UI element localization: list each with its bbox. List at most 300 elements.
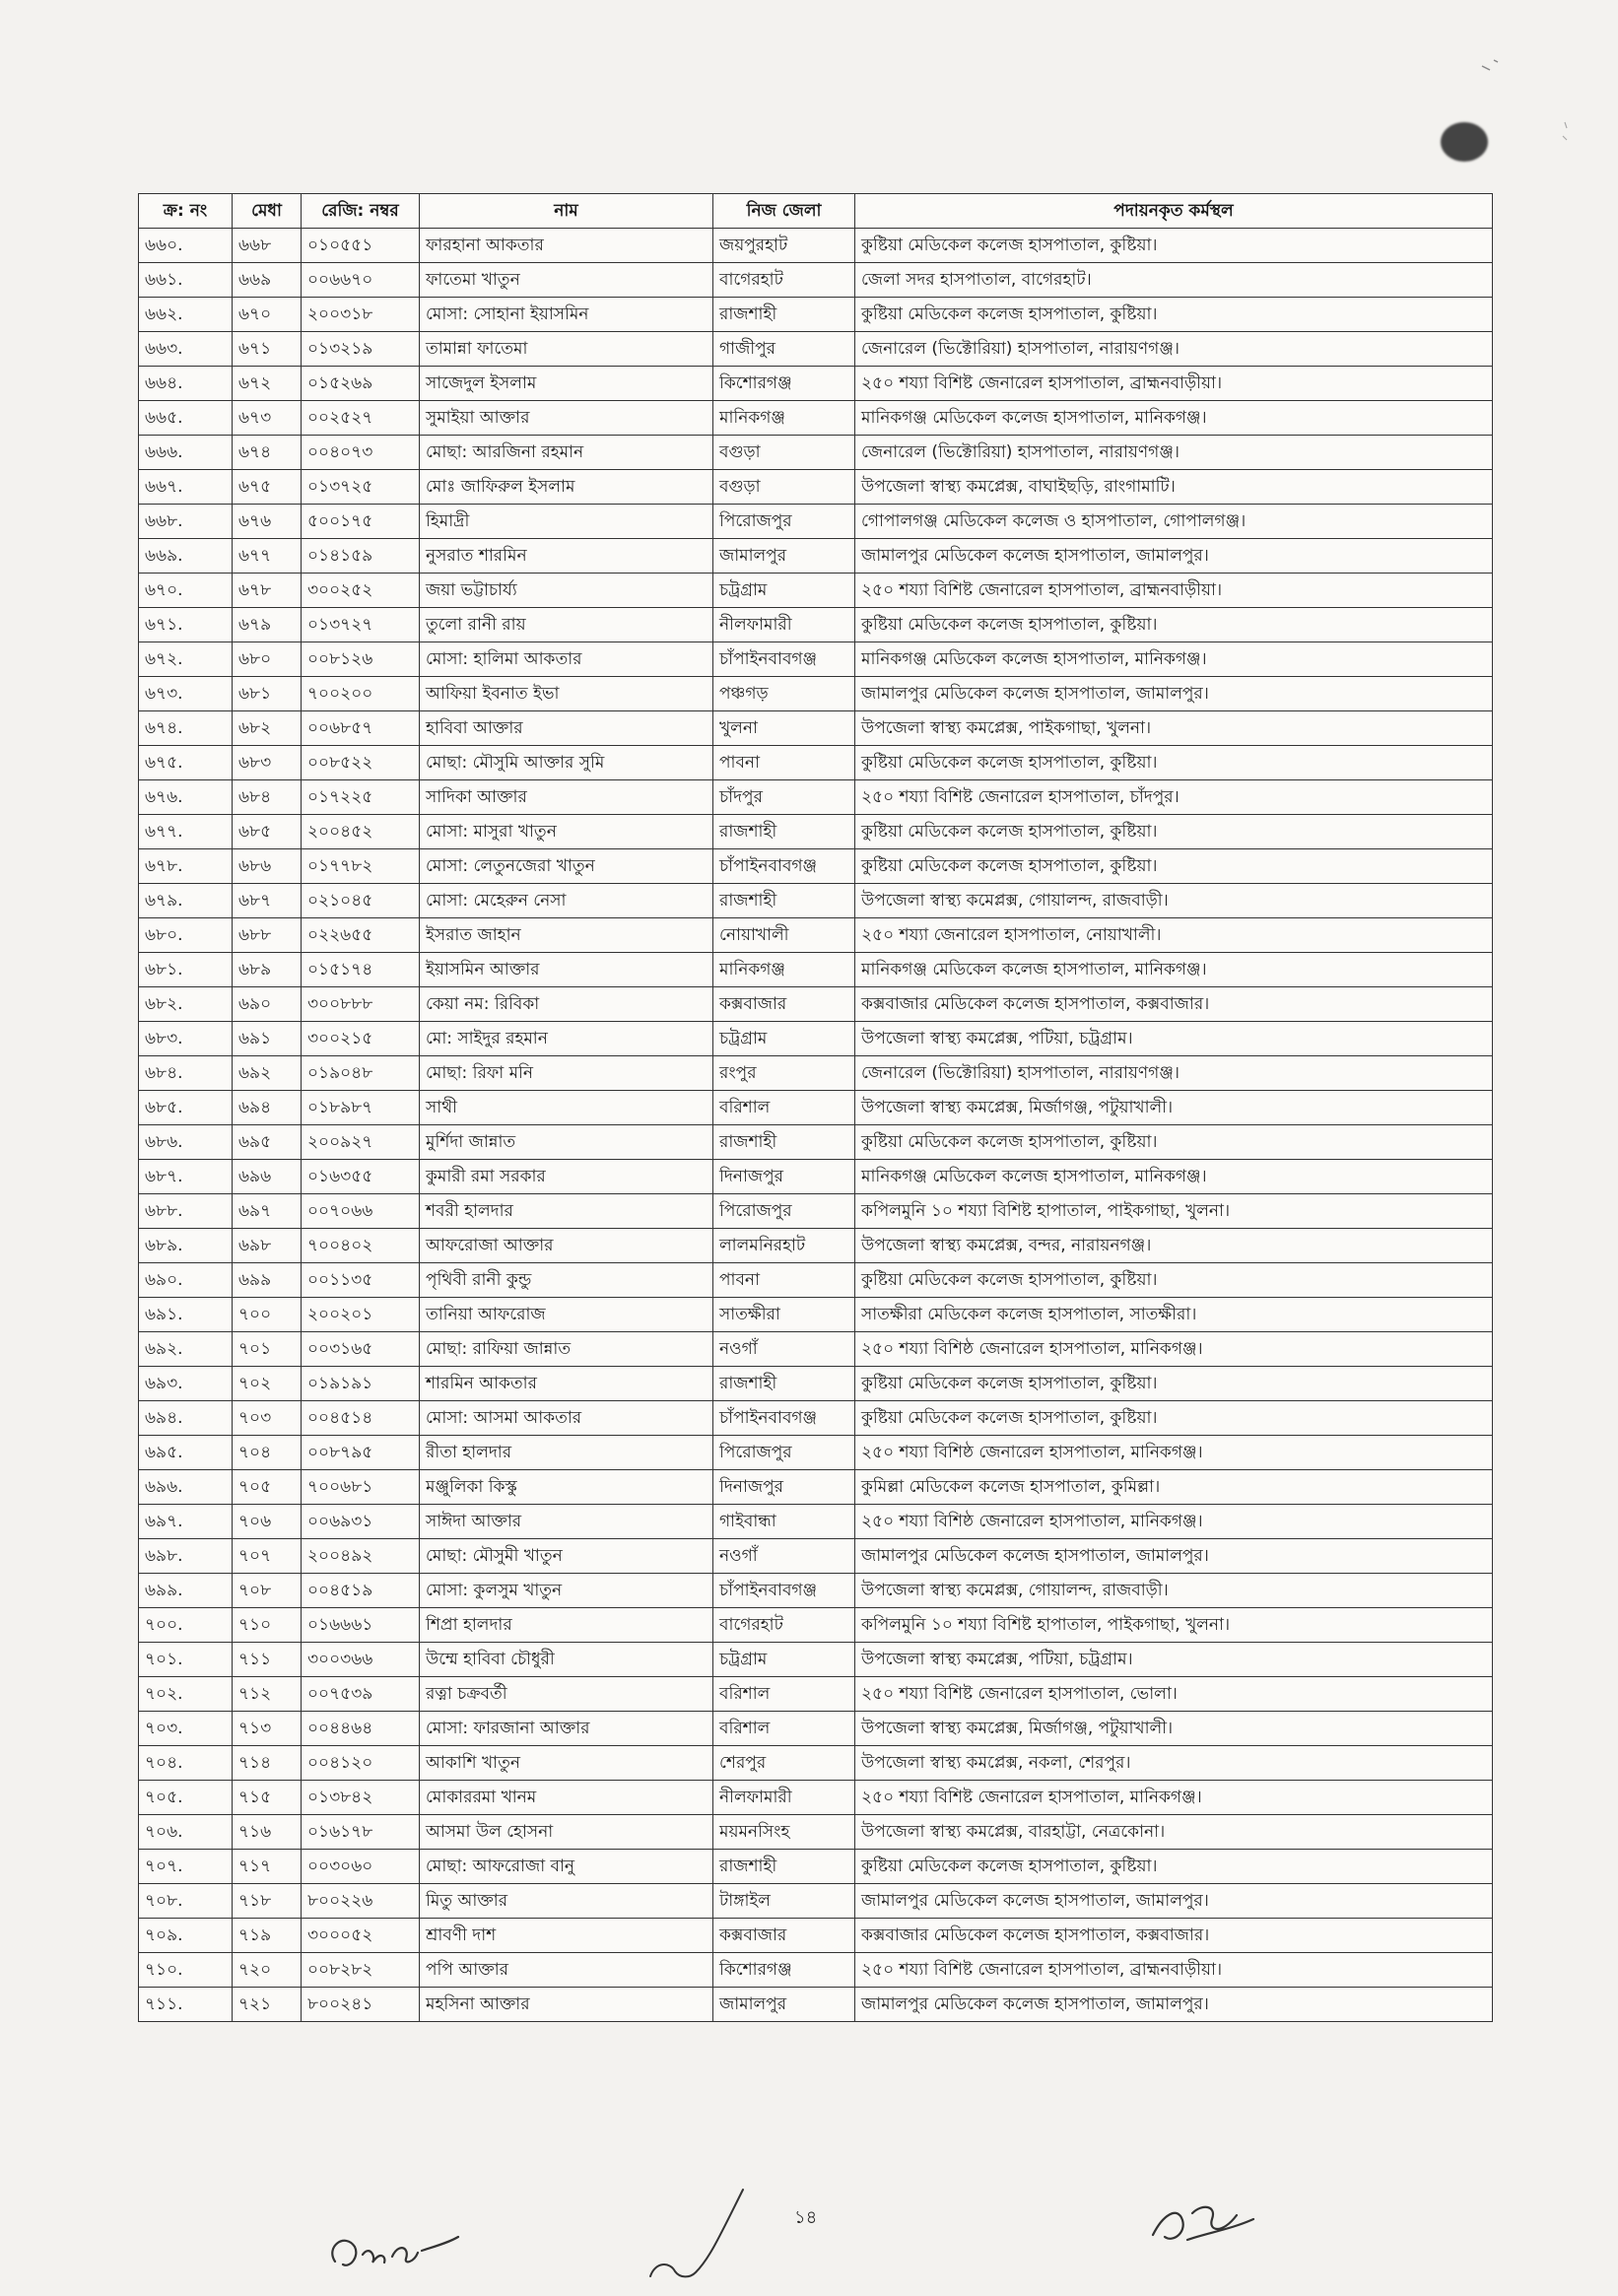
table-row: [139, 815, 1493, 849]
cell-merit: ৭১৩: [233, 1712, 302, 1746]
cell-posting-place: মানিকগঞ্জ মেডিকেল কলেজ হাসপাতাল, মানিকগঞ্জ।: [855, 401, 1493, 436]
table-row: [139, 1953, 1493, 1988]
cell-posting-place: মানিকগঞ্জ মেডিকেল কলেজ হাসপাতাল, মানিকগঞ্জ।: [855, 1160, 1493, 1194]
cell-serial: ৬৭৬.: [139, 780, 233, 815]
cell-posting-place: কুষ্টিয়া মেডিকেল কলেজ হাসপাতাল, কুষ্টিয়া।: [855, 229, 1493, 263]
cell-home-district: মানিকগঞ্জ: [713, 953, 855, 987]
cell-posting-place: কুষ্টিয়া মেডিকেল কলেজ হাসপাতাল, কুষ্টিয়া।: [855, 1125, 1493, 1160]
cell-reg-number: ০১৩৭২৫: [302, 470, 420, 505]
cell-reg-number: ০১৫১৭৪: [302, 953, 420, 987]
cell-serial: ৬৬৫.: [139, 401, 233, 436]
cell-posting-place: জেনারেল (ভিক্টোরিয়া) হাসপাতাল, নারায়ণগঞ্জ।: [855, 436, 1493, 470]
cell-home-district: দিনাজপুর: [713, 1470, 855, 1505]
cell-home-district: চাঁপাইনবাবগঞ্জ: [713, 849, 855, 884]
cell-reg-number: ০০৮৫২২: [302, 746, 420, 780]
cell-reg-number: ০২২৬৫৫: [302, 918, 420, 953]
cell-posting-place: উপজেলা স্বাস্থ্য কমপ্লেক্স, বারহাট্টা, নেত্রকোনা।: [855, 1815, 1493, 1850]
cell-home-district: চাঁদপুর: [713, 780, 855, 815]
table-row: [139, 1677, 1493, 1712]
cell-serial: ৬৮৭.: [139, 1160, 233, 1194]
cell-merit: ৬৮৮: [233, 918, 302, 953]
cell-reg-number: ২০০৪৫২: [302, 815, 420, 849]
cell-posting-place: উপজেলা স্বাস্থ্য কমপ্লেক্স, মির্জাগঞ্জ, পটুয়াখালী।: [855, 1091, 1493, 1125]
cell-merit: ৭১০: [233, 1608, 302, 1643]
cell-merit: ৭১৭: [233, 1850, 302, 1884]
cell-name: মো: সাইদুর রহমান: [420, 1022, 713, 1056]
cell-name: ইসরাত জাহান: [420, 918, 713, 953]
cell-name: মোসা: আসমা আকতার: [420, 1401, 713, 1436]
cell-name: উম্মে হাবিবা চৌধুরী: [420, 1643, 713, 1677]
cell-posting-place: মানিকগঞ্জ মেডিকেল কলেজ হাসপাতাল, মানিকগঞ্জ।: [855, 642, 1493, 677]
cell-reg-number: ২০০৪৯২: [302, 1539, 420, 1574]
cell-serial: ৬৭৮.: [139, 849, 233, 884]
cell-home-district: রাজশাহী: [713, 1367, 855, 1401]
cell-reg-number: ৭০০৪০২: [302, 1229, 420, 1263]
cell-name: রীতা হালদার: [420, 1436, 713, 1470]
header-serial: ক্র: নং: [139, 194, 233, 229]
cell-name: মোছা: মৌসুমী খাতুন: [420, 1539, 713, 1574]
cell-merit: ৬৮১: [233, 677, 302, 711]
cell-serial: ৬৯৫.: [139, 1436, 233, 1470]
cell-posting-place: মানিকগঞ্জ মেডিকেল কলেজ হাসপাতাল, মানিকগঞ্জ।: [855, 953, 1493, 987]
cell-posting-place: ২৫০ শয্যা বিশিষ্ঠ জেনারেল হাসপাতাল, মানিকগঞ্জ।: [855, 1332, 1493, 1367]
cell-name: মোছা: আফরোজা বানু: [420, 1850, 713, 1884]
table-row: [139, 332, 1493, 367]
cell-name: তানিয়া আফরোজ: [420, 1298, 713, 1332]
cell-home-district: গাজীপুর: [713, 332, 855, 367]
cell-home-district: জামালপুর: [713, 539, 855, 574]
cell-reg-number: ০০৪১২০: [302, 1746, 420, 1781]
cell-serial: ৬৭০.: [139, 574, 233, 608]
table-row: [139, 1229, 1493, 1263]
cell-serial: ৬৬৯.: [139, 539, 233, 574]
scan-artifact-mark-2: [1557, 118, 1577, 148]
cell-reg-number: ৩০০৮৮৮: [302, 987, 420, 1022]
cell-name: ফারহানা আকতার: [420, 229, 713, 263]
cell-merit: ৭১৯: [233, 1919, 302, 1953]
cell-name: মিতু আক্তার: [420, 1884, 713, 1919]
cell-posting-place: জামালপুর মেডিকেল কলেজ হাসপাতাল, জামালপুর।: [855, 1539, 1493, 1574]
cell-reg-number: ২০০৩১৮: [302, 298, 420, 332]
table-row: [139, 1746, 1493, 1781]
header-reg: রেজি: নম্বর: [302, 194, 420, 229]
table-row: [139, 505, 1493, 539]
table-row: [139, 436, 1493, 470]
cell-home-district: গাইবান্ধা: [713, 1505, 855, 1539]
cell-home-district: বগুড়া: [713, 470, 855, 505]
cell-reg-number: ০০৬৯৩১: [302, 1505, 420, 1539]
cell-name: আসমা উল হোসনা: [420, 1815, 713, 1850]
table-row: [139, 1884, 1493, 1919]
cell-name: মোছা: রিফা মনি: [420, 1056, 713, 1091]
table-row: [139, 918, 1493, 953]
cell-name: পপি আক্তার: [420, 1953, 713, 1988]
cell-name: মোসা: মেহেরুন নেসা: [420, 884, 713, 918]
cell-merit: ৬৬৮: [233, 229, 302, 263]
cell-posting-place: কুষ্টিয়া মেডিকেল কলেজ হাসপাতাল, কুষ্টিয়া।: [855, 1263, 1493, 1298]
cell-home-district: রাজশাহী: [713, 1850, 855, 1884]
cell-serial: ৬৬০.: [139, 229, 233, 263]
table-row: [139, 1643, 1493, 1677]
cell-merit: ৬৯৮: [233, 1229, 302, 1263]
cell-name: সাথী: [420, 1091, 713, 1125]
cell-serial: ৬৭৫.: [139, 746, 233, 780]
table-row: [139, 1470, 1493, 1505]
cell-home-district: শেরপুর: [713, 1746, 855, 1781]
cell-serial: ৬৭২.: [139, 642, 233, 677]
cell-posting-place: কক্সবাজার মেডিকেল কলেজ হাসপাতাল, কক্সবাজার।: [855, 987, 1493, 1022]
cell-name: ফাতেমা খাতুন: [420, 263, 713, 298]
cell-reg-number: ০১৬১৭৮: [302, 1815, 420, 1850]
cell-name: ইয়াসমিন আক্তার: [420, 953, 713, 987]
cell-merit: ৬৯৭: [233, 1194, 302, 1229]
cell-reg-number: ০১৭২২৫: [302, 780, 420, 815]
cell-posting-place: উপজেলা স্বাস্থ্য কমপ্লেক্স, বন্দর, নারায়নগঞ্জ।: [855, 1229, 1493, 1263]
cell-merit: ৬৯২: [233, 1056, 302, 1091]
cell-reg-number: ০০৩১৬৫: [302, 1332, 420, 1367]
table-row: [139, 1298, 1493, 1332]
cell-merit: ৭০৫: [233, 1470, 302, 1505]
cell-posting-place: কুষ্টিয়া মেডিকেল কলেজ হাসপাতাল, কুষ্টিয়া।: [855, 608, 1493, 642]
table-row: [139, 1815, 1493, 1850]
cell-name: রত্না চক্রবর্তী: [420, 1677, 713, 1712]
cell-name: সাঈদা আক্তার: [420, 1505, 713, 1539]
cell-serial: ৬৭৯.: [139, 884, 233, 918]
cell-home-district: পাবনা: [713, 1263, 855, 1298]
cell-merit: ৬৭২: [233, 367, 302, 401]
cell-serial: ৬৬৪.: [139, 367, 233, 401]
table-row: [139, 1436, 1493, 1470]
cell-serial: ৬৭৪.: [139, 711, 233, 746]
cell-name: তুলো রানী রায়: [420, 608, 713, 642]
cell-serial: ৬৬৭.: [139, 470, 233, 505]
table-row: [139, 746, 1493, 780]
cell-name: মোসা: হালিমা আকতার: [420, 642, 713, 677]
cell-merit: ৬৭১: [233, 332, 302, 367]
table-row: [139, 711, 1493, 746]
cell-home-district: মানিকগঞ্জ: [713, 401, 855, 436]
cell-name: মোসা: ফারজানা আক্তার: [420, 1712, 713, 1746]
table-row: [139, 1022, 1493, 1056]
cell-serial: ৬৯৭.: [139, 1505, 233, 1539]
posting-table: [138, 193, 1493, 2022]
cell-posting-place: ২৫০ শয্যা বিশিষ্ঠ জেনারেল হাসপাতাল, মানিকগঞ্জ।: [855, 1436, 1493, 1470]
cell-name: মোকাররমা খানম: [420, 1781, 713, 1815]
table-row: [139, 677, 1493, 711]
cell-home-district: সাতক্ষীরা: [713, 1298, 855, 1332]
cell-name: সুমাইয়া আক্তার: [420, 401, 713, 436]
scan-artifact-dot: [1441, 122, 1488, 162]
cell-serial: ৬৬২.: [139, 298, 233, 332]
table-body: [139, 229, 1493, 2022]
cell-home-district: নীলফামারী: [713, 608, 855, 642]
cell-merit: ৭০৮: [233, 1574, 302, 1608]
table-row: [139, 298, 1493, 332]
table-row: [139, 1574, 1493, 1608]
cell-name: মোছা: মৌসুমি আক্তার সুমি: [420, 746, 713, 780]
cell-home-district: রাজশাহী: [713, 298, 855, 332]
cell-home-district: চট্রগ্রাম: [713, 1022, 855, 1056]
cell-home-district: ময়মনসিংহ: [713, 1815, 855, 1850]
table-row: [139, 1850, 1493, 1884]
cell-posting-place: জেনারেল (ভিক্টোরিয়া) হাসপাতাল, নারায়ণগঞ্জ।: [855, 1056, 1493, 1091]
cell-name: নুসরাত শারমিন: [420, 539, 713, 574]
cell-merit: ৬৭৯: [233, 608, 302, 642]
cell-merit: ৬৮৬: [233, 849, 302, 884]
cell-serial: ৬৮২.: [139, 987, 233, 1022]
cell-merit: ৬৭০: [233, 298, 302, 332]
cell-home-district: কিশোরগঞ্জ: [713, 367, 855, 401]
cell-serial: ৬৯৬.: [139, 1470, 233, 1505]
cell-serial: ৬৮৬.: [139, 1125, 233, 1160]
cell-reg-number: ৮০০২২৬: [302, 1884, 420, 1919]
table-row: [139, 953, 1493, 987]
cell-merit: ৬৮২: [233, 711, 302, 746]
cell-serial: ৬৬১.: [139, 263, 233, 298]
cell-reg-number: ০০৪৪৬৪: [302, 1712, 420, 1746]
cell-home-district: পিরোজপুর: [713, 505, 855, 539]
table-row: [139, 1781, 1493, 1815]
table-row: [139, 780, 1493, 815]
cell-merit: ৭১৪: [233, 1746, 302, 1781]
table-row: [139, 1194, 1493, 1229]
cell-home-district: পাবনা: [713, 746, 855, 780]
cell-posting-place: জামালপুর মেডিকেল কলেজ হাসপাতাল, জামালপুর।: [855, 1988, 1493, 2022]
cell-posting-place: কক্সবাজার মেডিকেল কলেজ হাসপাতাল, কক্সবাজার।: [855, 1919, 1493, 1953]
cell-home-district: কক্সবাজার: [713, 1919, 855, 1953]
cell-reg-number: ০০৮১২৬: [302, 642, 420, 677]
cell-merit: ৬৯১: [233, 1022, 302, 1056]
cell-posting-place: কপিলমুনি ১০ শয্যা বিশিষ্ট হাপাতাল, পাইকগাছা, খুলনা।: [855, 1608, 1493, 1643]
cell-merit: ৬৮৩: [233, 746, 302, 780]
table-row: [139, 1160, 1493, 1194]
cell-reg-number: ০০৮৭৯৫: [302, 1436, 420, 1470]
cell-reg-number: ০১০৫৫১: [302, 229, 420, 263]
cell-home-district: রাজশাহী: [713, 1125, 855, 1160]
table-row: [139, 1332, 1493, 1367]
cell-home-district: নওগাঁ: [713, 1539, 855, 1574]
cell-name: জয়া ভট্টাচার্য্য: [420, 574, 713, 608]
cell-name: মোসা: সোহানা ইয়াসমিন: [420, 298, 713, 332]
cell-reg-number: ০০৪৫১৪: [302, 1401, 420, 1436]
cell-reg-number: ০০৬৮৫৭: [302, 711, 420, 746]
table-row: [139, 1056, 1493, 1091]
header-district: নিজ জেলা: [713, 194, 855, 229]
cell-serial: ৬৯৮.: [139, 1539, 233, 1574]
cell-home-district: খুলনা: [713, 711, 855, 746]
cell-merit: ৬৮৯: [233, 953, 302, 987]
cell-serial: ৬৯৯.: [139, 1574, 233, 1608]
header-name: নাম: [420, 194, 713, 229]
cell-serial: ৭০৭.: [139, 1850, 233, 1884]
cell-merit: ৭১৫: [233, 1781, 302, 1815]
cell-reg-number: ০১৩২১৯: [302, 332, 420, 367]
table-row: [139, 367, 1493, 401]
table-row: [139, 574, 1493, 608]
cell-name: আফরোজা আক্তার: [420, 1229, 713, 1263]
cell-serial: ৬৭৭.: [139, 815, 233, 849]
cell-posting-place: ২৫০ শয্যা বিশিষ্ট জেনারেল হাসপাতাল, ব্রাহ্মনবাড়ীয়া।: [855, 1953, 1493, 1988]
cell-merit: ৬৮৭: [233, 884, 302, 918]
cell-serial: ৭১০.: [139, 1953, 233, 1988]
signature-right: [1143, 2186, 1261, 2255]
table-row: [139, 987, 1493, 1022]
cell-home-district: চাঁপাইনবাবগঞ্জ: [713, 1401, 855, 1436]
cell-merit: ৬৯৬: [233, 1160, 302, 1194]
cell-merit: ৬৯৫: [233, 1125, 302, 1160]
cell-merit: ৭১৬: [233, 1815, 302, 1850]
cell-home-district: রাজশাহী: [713, 884, 855, 918]
cell-posting-place: ২৫০ শয্যা বিশিষ্ট জেনারেল হাসপাতাল, ব্রাহ্মনবাড়ীয়া।: [855, 367, 1493, 401]
cell-reg-number: ০০৭৫৩৯: [302, 1677, 420, 1712]
cell-home-district: পঞ্চগড়: [713, 677, 855, 711]
cell-serial: ৬৯৩.: [139, 1367, 233, 1401]
cell-reg-number: ০১৩৮৪২: [302, 1781, 420, 1815]
cell-serial: ৭০৫.: [139, 1781, 233, 1815]
cell-serial: ৬৮৮.: [139, 1194, 233, 1229]
cell-posting-place: জামালপুর মেডিকেল কলেজ হাসপাতাল, জামালপুর।: [855, 677, 1493, 711]
cell-reg-number: ০১৭৭৮২: [302, 849, 420, 884]
cell-reg-number: ৭০০৬৮১: [302, 1470, 420, 1505]
cell-home-district: কিশোরগঞ্জ: [713, 1953, 855, 1988]
cell-serial: ৬৬৬.: [139, 436, 233, 470]
cell-home-district: বগুড়া: [713, 436, 855, 470]
cell-posting-place: জেলা সদর হাসপাতাল, বাগেরহাট।: [855, 263, 1493, 298]
cell-name: মোছা: আরজিনা রহমান: [420, 436, 713, 470]
table-row: [139, 642, 1493, 677]
table-row: [139, 849, 1493, 884]
table-row: [139, 1919, 1493, 1953]
cell-reg-number: ৮০০২৪১: [302, 1988, 420, 2022]
cell-reg-number: ২০০৯২৭: [302, 1125, 420, 1160]
cell-reg-number: ০১৬৬৬১: [302, 1608, 420, 1643]
cell-reg-number: ০১৫২৬৯: [302, 367, 420, 401]
cell-merit: ৬৬৯: [233, 263, 302, 298]
cell-name: শারমিন আকতার: [420, 1367, 713, 1401]
cell-serial: ৬৯০.: [139, 1263, 233, 1298]
cell-serial: ৬৯২.: [139, 1332, 233, 1367]
cell-reg-number: ৩০০২৫২: [302, 574, 420, 608]
cell-home-district: রাজশাহী: [713, 815, 855, 849]
signature-middle: [640, 2168, 769, 2296]
cell-posting-place: ২৫০ শয্যা বিশিষ্ঠ জেনারেল হাসপাতাল, মানিকগঞ্জ।: [855, 1505, 1493, 1539]
cell-posting-place: সাতক্ষীরা মেডিকেল কলেজ হাসপাতাল, সাতক্ষীরা।: [855, 1298, 1493, 1332]
table-row: [139, 229, 1493, 263]
cell-merit: ৭২০: [233, 1953, 302, 1988]
cell-home-district: লালমনিরহাট: [713, 1229, 855, 1263]
cell-home-district: রংপুর: [713, 1056, 855, 1091]
cell-name: মঞ্জুলিকা কিস্কু: [420, 1470, 713, 1505]
cell-posting-place: উপজেলা স্বাস্থ্য কমপ্লেক্স, মির্জাগঞ্জ, পটুয়াখালী।: [855, 1712, 1493, 1746]
cell-posting-place: ২৫০ শয্যা জেনারেল হাসপাতাল, নোয়াখালী।: [855, 918, 1493, 953]
cell-merit: ৭০৬: [233, 1505, 302, 1539]
cell-serial: ৬৭৩.: [139, 677, 233, 711]
cell-home-district: পিরোজপুর: [713, 1194, 855, 1229]
cell-merit: ৭০৩: [233, 1401, 302, 1436]
cell-serial: ৬৮৩.: [139, 1022, 233, 1056]
table-row: [139, 1505, 1493, 1539]
cell-name: কেয়া নম: রিবিকা: [420, 987, 713, 1022]
cell-home-district: চট্রগ্রাম: [713, 574, 855, 608]
table-row: [139, 1263, 1493, 1298]
cell-reg-number: ৫০০১৭৫: [302, 505, 420, 539]
cell-home-district: জামালপুর: [713, 1988, 855, 2022]
cell-home-district: চাঁপাইনবাবগঞ্জ: [713, 642, 855, 677]
cell-home-district: নোয়াখালী: [713, 918, 855, 953]
cell-name: মোছা: রাফিয়া জান্নাত: [420, 1332, 713, 1367]
cell-reg-number: ২০০২০১: [302, 1298, 420, 1332]
table-row: [139, 1988, 1493, 2022]
cell-name: মহসিনা আক্তার: [420, 1988, 713, 2022]
cell-merit: ৬৮৫: [233, 815, 302, 849]
table-row: [139, 539, 1493, 574]
table-row: [139, 1539, 1493, 1574]
cell-merit: ৬৭৮: [233, 574, 302, 608]
table-row: [139, 1125, 1493, 1160]
cell-name: মোঃ জাফিরুল ইসলাম: [420, 470, 713, 505]
cell-merit: ৬৭৫: [233, 470, 302, 505]
cell-reg-number: ০১৬৩৫৫: [302, 1160, 420, 1194]
cell-serial: ৬৮৪.: [139, 1056, 233, 1091]
cell-posting-place: কুমিল্লা মেডিকেল কলেজ হাসপাতাল, কুমিল্লা।: [855, 1470, 1493, 1505]
cell-merit: ৭১২: [233, 1677, 302, 1712]
cell-reg-number: ০০১১৩৫: [302, 1263, 420, 1298]
cell-posting-place: উপজেলা স্বাস্থ্য কমপ্লেক্স, বাঘাইছড়ি, রাংগামাটি।: [855, 470, 1493, 505]
cell-merit: ৬৭৩: [233, 401, 302, 436]
cell-posting-place: উপজেলা স্বাস্থ্য কমেপ্লক্স, গোয়ালন্দ, রাজবাড়ী।: [855, 884, 1493, 918]
cell-posting-place: ২৫০ শয্যা বিশিষ্ট জেনারেল হাসপাতাল, ব্রাহ্মনবাড়ীয়া।: [855, 574, 1493, 608]
cell-name: মোসা: লেতুনজেরা খাতুন: [420, 849, 713, 884]
scan-artifact-mark: [1478, 54, 1508, 74]
cell-merit: ৬৭৭: [233, 539, 302, 574]
cell-reg-number: ০০৭০৬৬: [302, 1194, 420, 1229]
table-row: [139, 1712, 1493, 1746]
cell-home-district: কক্সবাজার: [713, 987, 855, 1022]
cell-serial: ৬৯৪.: [139, 1401, 233, 1436]
table-row: [139, 401, 1493, 436]
cell-serial: ৬৮১.: [139, 953, 233, 987]
cell-name: কুমারী রমা সরকার: [420, 1160, 713, 1194]
table-row: [139, 1608, 1493, 1643]
cell-serial: ৬৯১.: [139, 1298, 233, 1332]
cell-merit: ৬৮৪: [233, 780, 302, 815]
cell-posting-place: উপজেলা স্বাস্থ্য কমেপ্লক্স, গোয়ালন্দ, রাজবাড়ী।: [855, 1574, 1493, 1608]
cell-reg-number: ০০৪৫১৯: [302, 1574, 420, 1608]
cell-posting-place: কুষ্টিয়া মেডিকেল কলেজ হাসপাতাল, কুষ্টিয়া।: [855, 1850, 1493, 1884]
cell-merit: ৭০০: [233, 1298, 302, 1332]
cell-reg-number: ৭০০২০০: [302, 677, 420, 711]
cell-reg-number: ০১৪১৫৯: [302, 539, 420, 574]
cell-home-district: চাঁপাইনবাবগঞ্জ: [713, 1574, 855, 1608]
cell-posting-place: জেনারেল (ভিক্টোরিয়া) হাসপাতাল, নারায়ণগঞ্জ।: [855, 332, 1493, 367]
cell-home-district: বরিশাল: [713, 1091, 855, 1125]
table-header-row: [139, 194, 1493, 229]
cell-reg-number: ৩০০২১৫: [302, 1022, 420, 1056]
cell-serial: ৭০৩.: [139, 1712, 233, 1746]
table-row: [139, 470, 1493, 505]
cell-reg-number: ০০৮২৮২: [302, 1953, 420, 1988]
cell-reg-number: ০১৯০৪৮: [302, 1056, 420, 1091]
cell-serial: ৭০৯.: [139, 1919, 233, 1953]
cell-name: শ্রাবণী দাশ: [420, 1919, 713, 1953]
cell-posting-place: কুষ্টিয়া মেডিকেল কলেজ হাসপাতাল, কুষ্টিয়া।: [855, 746, 1493, 780]
cell-reg-number: ০০৪০৭৩: [302, 436, 420, 470]
cell-posting-place: গোপালগঞ্জ মেডিকেল কলেজ ও হাসপাতাল, গোপালগঞ্জ।: [855, 505, 1493, 539]
cell-reg-number: ০২১০৪৫: [302, 884, 420, 918]
cell-reg-number: ৩০০৩৬৬: [302, 1643, 420, 1677]
cell-serial: ৭০৮.: [139, 1884, 233, 1919]
cell-merit: ৭১১: [233, 1643, 302, 1677]
